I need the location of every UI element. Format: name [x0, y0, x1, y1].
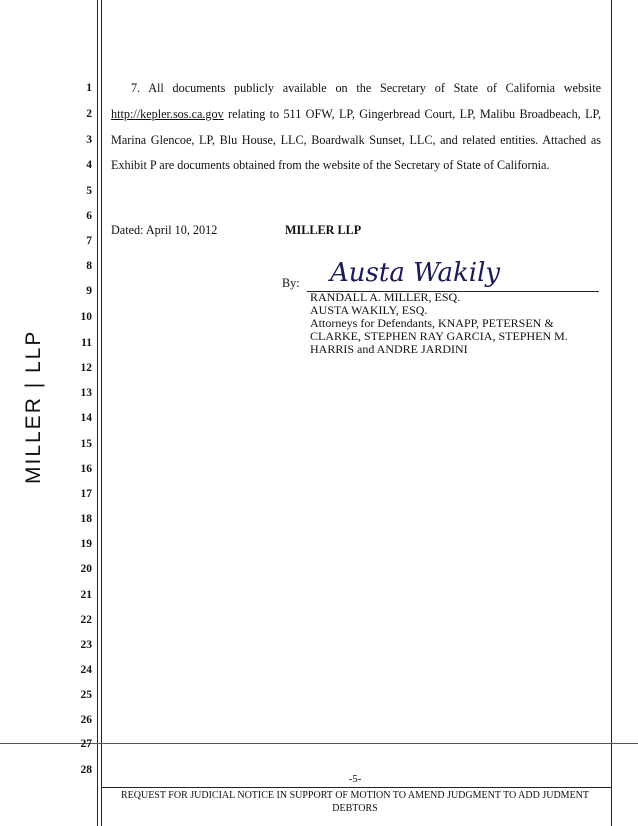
line-number: 14	[80, 412, 92, 424]
paragraph-line	[111, 158, 601, 173]
paragraph-line	[111, 133, 601, 148]
signatory-line: AUSTA WAKILY, ESQ.	[310, 303, 428, 317]
line-number: 27	[80, 738, 92, 750]
line-number: 12	[80, 362, 92, 374]
line-number: 18	[80, 513, 92, 525]
line-number: 23	[80, 639, 92, 651]
paragraph-line-text: relating to 511 OFW, LP, Gingerbread Court, LP, Malibu Broadbeach, LP,	[223, 107, 601, 121]
page-number: -5-	[348, 773, 362, 785]
line-number: 28	[80, 764, 92, 776]
line-number: 5	[86, 185, 92, 197]
line-number: 4	[86, 159, 92, 171]
paragraph-line-text: 7. All documents publicly available on the Secretary of State of California website	[131, 81, 601, 95]
paragraph-line	[131, 81, 601, 96]
line-number: 13	[80, 387, 92, 399]
signatory-line: RANDALL A. MILLER, ESQ.	[310, 290, 461, 304]
line-number: 21	[80, 589, 92, 601]
left-margin-rule-outer	[97, 0, 98, 826]
firm-name: MILLER LLP	[285, 223, 362, 237]
right-margin-rule	[611, 0, 612, 826]
handwritten-signature: Austa Wakily	[330, 258, 501, 288]
footer-title-line2: DEBTORS	[332, 803, 378, 814]
by-label: By:	[282, 276, 300, 290]
line-number: 25	[80, 689, 92, 701]
line-number: 7	[86, 235, 92, 247]
left-margin-rule-inner	[101, 0, 102, 826]
line-number: 16	[80, 463, 92, 475]
line-number: 20	[80, 563, 92, 575]
line-number: 11	[81, 337, 92, 349]
page-horizontal-rule	[0, 743, 638, 744]
paragraph-line-text: Marina Glencoe, LP, Blu House, LLC, Boardwalk Sunset, LLC, and related entities. Attached as	[111, 133, 601, 147]
footer-rule	[101, 787, 611, 788]
line-number: 8	[86, 260, 92, 272]
line-number: 6	[86, 210, 92, 222]
line-number: 24	[80, 664, 92, 676]
line-number: 26	[80, 714, 92, 726]
paragraph-line	[111, 107, 601, 122]
line-number: 22	[80, 614, 92, 626]
paragraph-line-text: Exhibit P are documents obtained from the website of the Secretary of State of California.	[111, 158, 550, 172]
firm-sidebar-mark: MILLER | LLP	[22, 329, 45, 484]
line-number: 10	[80, 311, 92, 323]
line-number: 1	[86, 82, 92, 94]
website-link[interactable]: http://kepler.sos.ca.gov	[111, 107, 224, 121]
line-number: 19	[80, 538, 92, 550]
line-number: 15	[80, 438, 92, 450]
footer-title-line1: REQUEST FOR JUDICIAL NOTICE IN SUPPORT OF MOTION TO AMEND JUDGMENT TO ADD JUDMENT	[120, 790, 590, 801]
signatory-line: CLARKE, STEPHEN RAY GARCIA, STEPHEN M.	[310, 329, 568, 343]
line-number: 2	[86, 108, 92, 120]
dated-line: Dated: April 10, 2012	[111, 223, 218, 237]
line-number: 17	[80, 488, 92, 500]
line-number: 3	[86, 134, 92, 146]
signatory-line: HARRIS and ANDRE JARDINI	[310, 342, 468, 356]
line-number: 9	[86, 285, 92, 297]
signatory-line: Attorneys for Defendants, KNAPP, PETERSEN &	[310, 316, 554, 330]
